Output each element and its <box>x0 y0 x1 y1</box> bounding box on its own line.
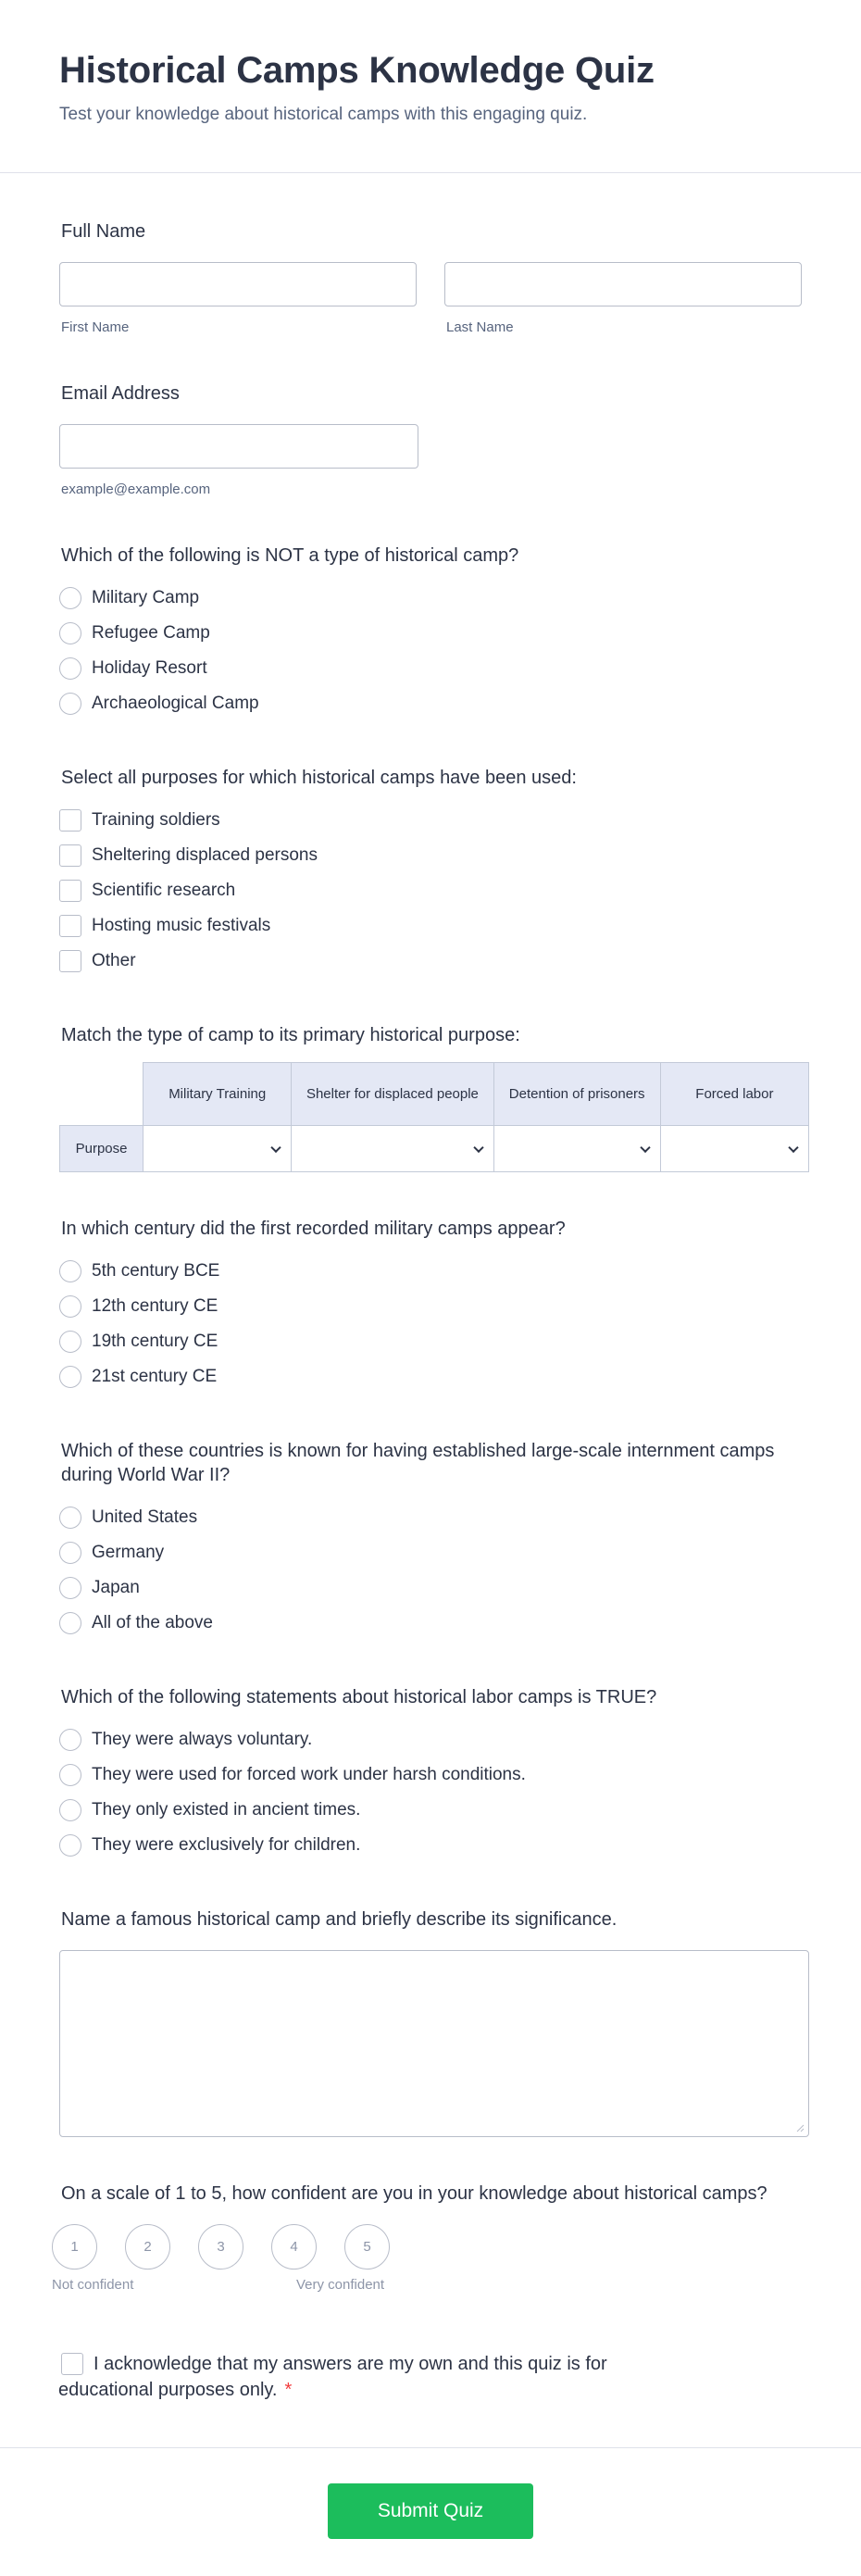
radio-option[interactable] <box>59 1359 802 1394</box>
chevron-down-icon <box>788 1142 798 1152</box>
option-label: Sheltering displaced persons <box>92 845 318 865</box>
radio-option[interactable] <box>59 1535 802 1570</box>
form-header <box>0 0 861 173</box>
radio-button[interactable] <box>59 1366 81 1388</box>
option-label: Holiday Resort <box>92 658 207 678</box>
radio-button[interactable] <box>59 1834 81 1857</box>
radio-button[interactable] <box>59 1799 81 1821</box>
option-label: Hosting music festivals <box>92 916 271 935</box>
question-label: Which of the following is NOT a type of historical camp? <box>61 545 519 566</box>
question-internment-camps <box>59 1394 802 1641</box>
required-asterisk: * <box>284 2380 293 2400</box>
row-label: Purpose <box>60 1126 144 1172</box>
column-header: Forced labor <box>660 1063 808 1126</box>
radio-button[interactable] <box>59 1764 81 1786</box>
checkbox[interactable] <box>59 915 81 937</box>
acknowledgement-text: I acknowledge that my answers are my own and this quiz is for educational purposes only. <box>58 2354 607 2400</box>
option-label: They only existed in ancient times. <box>92 1800 361 1819</box>
checkbox[interactable] <box>59 809 81 832</box>
radio-option[interactable] <box>59 1793 802 1828</box>
option-label: Scientific research <box>92 881 236 900</box>
radio-option[interactable] <box>59 1606 802 1641</box>
radio-option[interactable] <box>59 1570 802 1606</box>
first-name-sublabel: First Name <box>61 319 130 335</box>
option-label: They were exclusively for children. <box>92 1835 361 1855</box>
question-famous-camp <box>59 1863 802 2137</box>
acknowledgement-label <box>58 2351 706 2403</box>
radio-button[interactable] <box>59 1542 81 1564</box>
purpose-select-forced-labor[interactable] <box>661 1127 808 1171</box>
radio-option[interactable] <box>59 651 802 686</box>
email-field <box>59 335 802 497</box>
radio-button[interactable] <box>59 657 81 680</box>
checkbox-option[interactable] <box>59 803 802 838</box>
radio-option[interactable] <box>59 581 802 616</box>
table-corner <box>60 1063 144 1126</box>
first-name-input[interactable] <box>59 262 417 306</box>
question-first-military-camps <box>59 1172 802 1394</box>
famous-camp-textarea[interactable] <box>59 1950 809 2137</box>
option-label: All of the above <box>92 1613 213 1632</box>
radio-option[interactable] <box>59 616 802 651</box>
scale-option-1[interactable]: 1 <box>52 2224 97 2270</box>
radio-button[interactable] <box>59 1295 81 1318</box>
option-label: Japan <box>92 1578 140 1597</box>
question-not-a-camp <box>59 497 802 721</box>
purpose-select-military-training[interactable] <box>144 1127 291 1171</box>
option-label: Other <box>92 951 136 970</box>
option-label: Refugee Camp <box>92 623 210 643</box>
radio-option[interactable] <box>59 1289 802 1324</box>
checkbox-option[interactable] <box>59 944 802 979</box>
checkbox-option[interactable] <box>59 838 802 873</box>
page-title: Historical Camps Knowledge Quiz <box>59 50 655 91</box>
column-header: Military Training <box>144 1063 292 1126</box>
radio-option[interactable] <box>59 1500 802 1535</box>
radio-button[interactable] <box>59 1260 81 1282</box>
full-name-label: Full Name <box>61 221 146 242</box>
email-label: Email Address <box>61 383 180 404</box>
question-label: In which century did the first recorded military camps appear? <box>61 1219 566 1239</box>
option-label: 5th century BCE <box>92 1261 220 1281</box>
email-sublabel: example@example.com <box>61 481 211 497</box>
radio-button[interactable] <box>59 1612 81 1634</box>
question-label: Match the type of camp to its primary historical purpose: <box>61 1025 520 1045</box>
resize-handle-icon[interactable] <box>795 2123 805 2132</box>
radio-button[interactable] <box>59 1729 81 1751</box>
question-label: Name a famous historical camp and briefly describe its significance. <box>61 1909 618 1930</box>
radio-option[interactable] <box>59 686 802 721</box>
scale-low-label: Not confident <box>52 2277 134 2293</box>
form-footer <box>0 2447 861 2576</box>
option-label: Training soldiers <box>92 810 220 830</box>
question-confidence-scale <box>52 2137 802 2299</box>
scale-option-3[interactable]: 3 <box>198 2224 243 2270</box>
question-match-camp <box>59 979 802 1172</box>
scale-option-2[interactable]: 2 <box>125 2224 170 2270</box>
question-purposes <box>59 721 802 979</box>
checkbox[interactable] <box>59 844 81 867</box>
radio-button[interactable] <box>59 622 81 644</box>
radio-option[interactable] <box>59 1324 802 1359</box>
radio-button[interactable] <box>59 1507 81 1529</box>
column-header: Detention of prisoners <box>493 1063 660 1126</box>
question-label: Which of these countries is known for having established large-scale internment camps during World War II? <box>61 1441 775 1485</box>
confidence-scale <box>52 2224 802 2270</box>
purpose-select-detention[interactable] <box>494 1127 660 1171</box>
chevron-down-icon <box>473 1142 483 1152</box>
checkbox-option[interactable] <box>59 873 802 908</box>
full-name-field <box>59 173 802 335</box>
question-labor-camps <box>59 1641 802 1863</box>
option-label: 21st century CE <box>92 1367 218 1386</box>
chevron-down-icon <box>640 1142 650 1152</box>
chevron-down-icon <box>271 1142 281 1152</box>
radio-button[interactable] <box>59 587 81 609</box>
checkbox[interactable] <box>59 950 81 972</box>
question-label: On a scale of 1 to 5, how confident are you in your knowledge about historical camps? <box>61 2183 767 2204</box>
last-name-sublabel: Last Name <box>446 319 514 335</box>
quiz-form <box>0 173 861 2403</box>
option-label: United States <box>92 1507 198 1527</box>
acknowledgement-field <box>59 2299 802 2403</box>
matching-table <box>59 1062 809 1172</box>
option-label: 12th century CE <box>92 1296 218 1316</box>
radio-option[interactable] <box>59 1722 802 1757</box>
option-label: Military Camp <box>92 588 200 607</box>
scale-option-4[interactable]: 4 <box>271 2224 317 2270</box>
option-label: Germany <box>92 1543 165 1562</box>
checkbox[interactable] <box>59 880 81 902</box>
column-header: Shelter for displaced people <box>292 1063 493 1126</box>
radio-button[interactable] <box>59 693 81 715</box>
question-label: Which of the following statements about historical labor camps is TRUE? <box>61 1687 657 1707</box>
option-label: Archaeological Camp <box>92 694 259 713</box>
option-label: They were used for forced work under harsh conditions. <box>92 1765 526 1784</box>
scale-labels <box>52 2277 802 2299</box>
radio-button[interactable] <box>59 1577 81 1599</box>
purpose-select-shelter[interactable] <box>292 1127 493 1171</box>
option-label: They were always voluntary. <box>92 1730 313 1749</box>
submit-button[interactable]: Submit Quiz <box>328 2483 533 2539</box>
checkbox-option[interactable] <box>59 908 802 944</box>
page-subtitle: Test your knowledge about historical camps with this engaging quiz. <box>59 105 588 124</box>
last-name-input[interactable] <box>444 262 802 306</box>
email-input[interactable] <box>59 424 418 469</box>
scale-option-5[interactable]: 5 <box>344 2224 390 2270</box>
option-label: 19th century CE <box>92 1332 218 1351</box>
radio-button[interactable] <box>59 1331 81 1353</box>
radio-option[interactable] <box>59 1757 802 1793</box>
radio-option[interactable] <box>59 1828 802 1863</box>
scale-high-label: Very confident <box>296 2277 385 2293</box>
question-label: Select all purposes for which historical camps have been used: <box>61 768 577 788</box>
radio-option[interactable] <box>59 1254 802 1289</box>
